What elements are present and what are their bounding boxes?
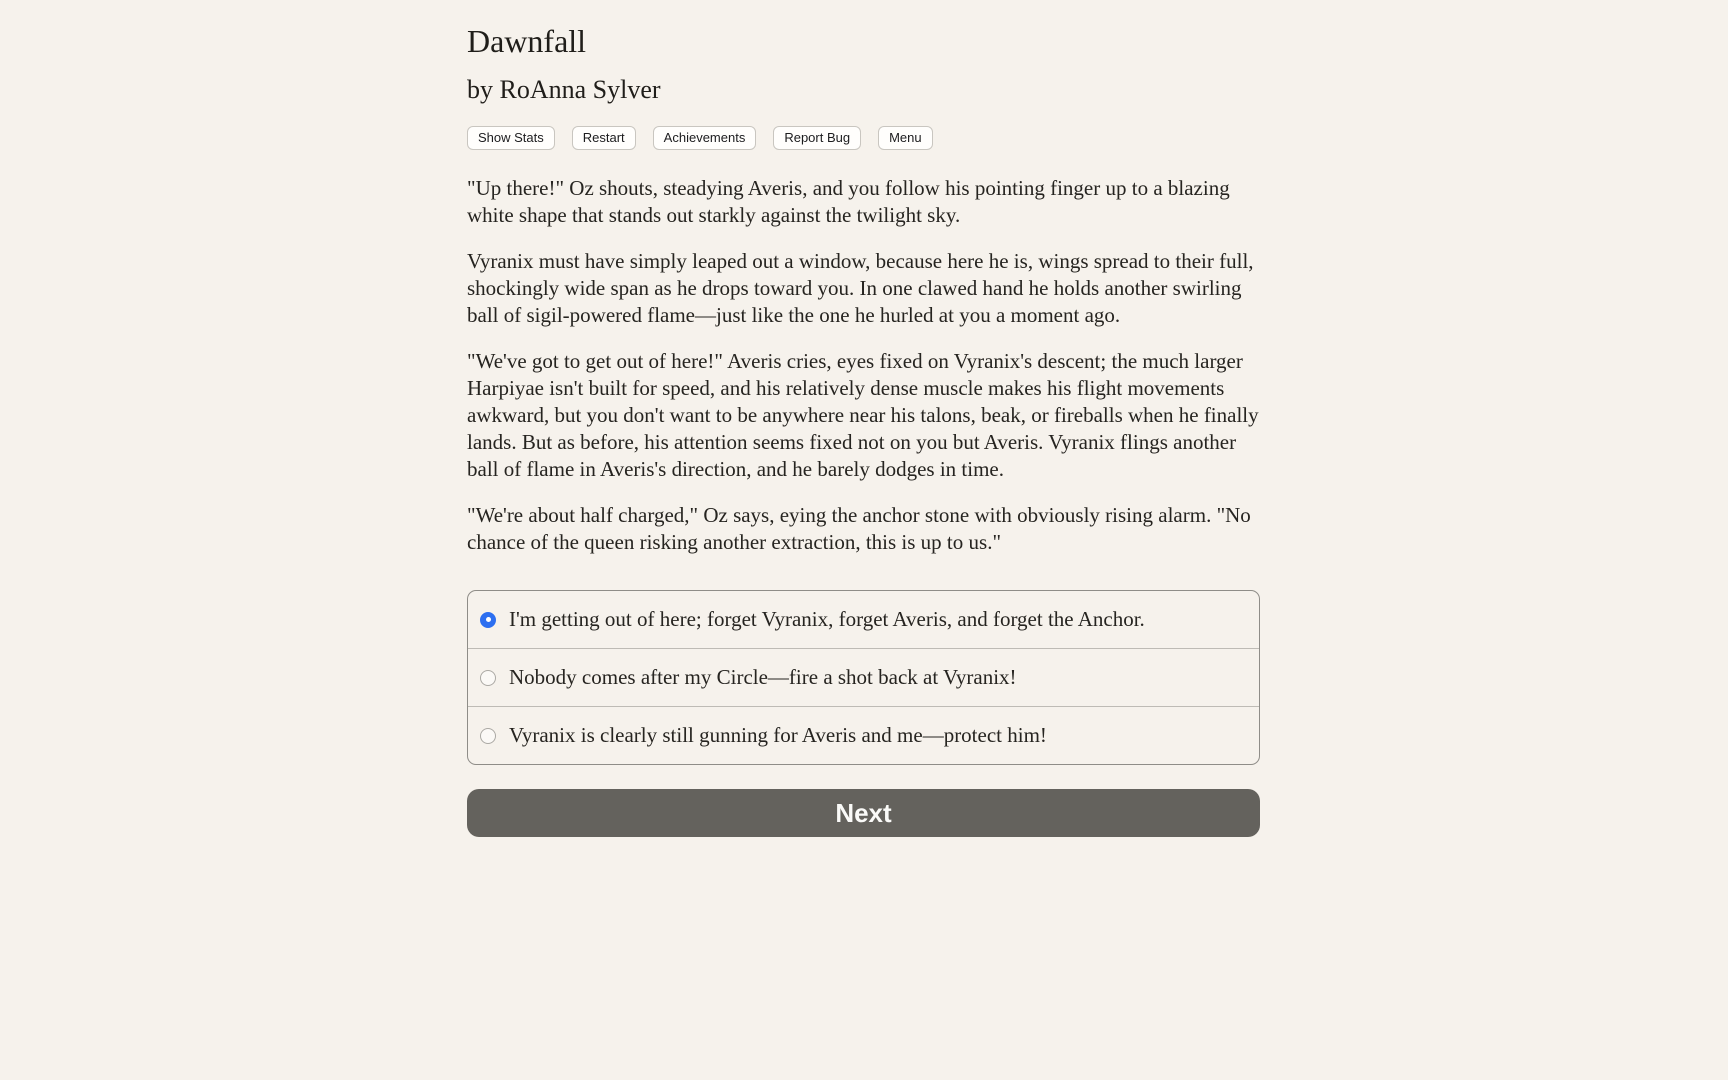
- story-paragraph: Vyranix must have simply leaped out a window, because here he is, wings spread to their full, shockingly wide span as he drops toward you. In one clawed hand he holds another swirling ball of sigil-powered flame—just like the one he hurled at you a moment ago.: [467, 249, 1254, 327]
- choice-option-label[interactable]: Vyranix is clearly still gunning for Averis and me—protect him!: [509, 723, 1047, 747]
- choice-option-1[interactable]: [468, 591, 1259, 648]
- choice-option-3[interactable]: [468, 706, 1259, 764]
- radio-button-icon[interactable]: [480, 612, 496, 628]
- toolbar: [467, 126, 1260, 150]
- story-paragraph: "We're about half charged," Oz says, eying the anchor stone with obviously rising alarm. "No chance of the queen risking another extraction, this is up to us.": [467, 503, 1251, 554]
- page-title: Dawnfall: [467, 23, 587, 59]
- next-button[interactable]: Next: [467, 789, 1260, 837]
- story-column: [467, 0, 1260, 837]
- story-paragraph: "Up there!" Oz shouts, steadying Averis, and you follow his pointing finger up to a blazing white shape that stands out starkly against the twilight sky.: [467, 176, 1230, 227]
- story-paragraph: "We've got to get out of here!" Averis cries, eyes fixed on Vyranix's descent; the much larger Harpiyae isn't built for speed, and his relatively dense muscle makes his flight movements awkward, but you don't want to be anywhere near his talons, beak, or fireballs when he finally lands. But as before, his attention seems fixed not on you but Averis. Vyranix flings another ball of flame in Averis's direction, and he barely dodges in time.: [467, 349, 1259, 481]
- radio-button-icon[interactable]: [480, 728, 496, 744]
- radio-button-icon[interactable]: [480, 670, 496, 686]
- choice-option-label[interactable]: I'm getting out of here; forget Vyranix, forget Averis, and forget the Anchor.: [509, 607, 1145, 631]
- menu-button[interactable]: Menu: [878, 126, 933, 150]
- choice-option-label[interactable]: Nobody comes after my Circle—fire a shot back at Vyranix!: [509, 665, 1017, 689]
- show-stats-button[interactable]: Show Stats: [467, 126, 555, 150]
- story-text: [467, 175, 1260, 556]
- report-bug-button[interactable]: Report Bug: [773, 126, 861, 150]
- author-subtitle: by RoAnna Sylver: [467, 75, 661, 104]
- choice-option-2[interactable]: [468, 648, 1259, 706]
- choice-group: [467, 590, 1260, 765]
- achievements-button[interactable]: Achievements: [653, 126, 757, 150]
- restart-button[interactable]: Restart: [572, 126, 636, 150]
